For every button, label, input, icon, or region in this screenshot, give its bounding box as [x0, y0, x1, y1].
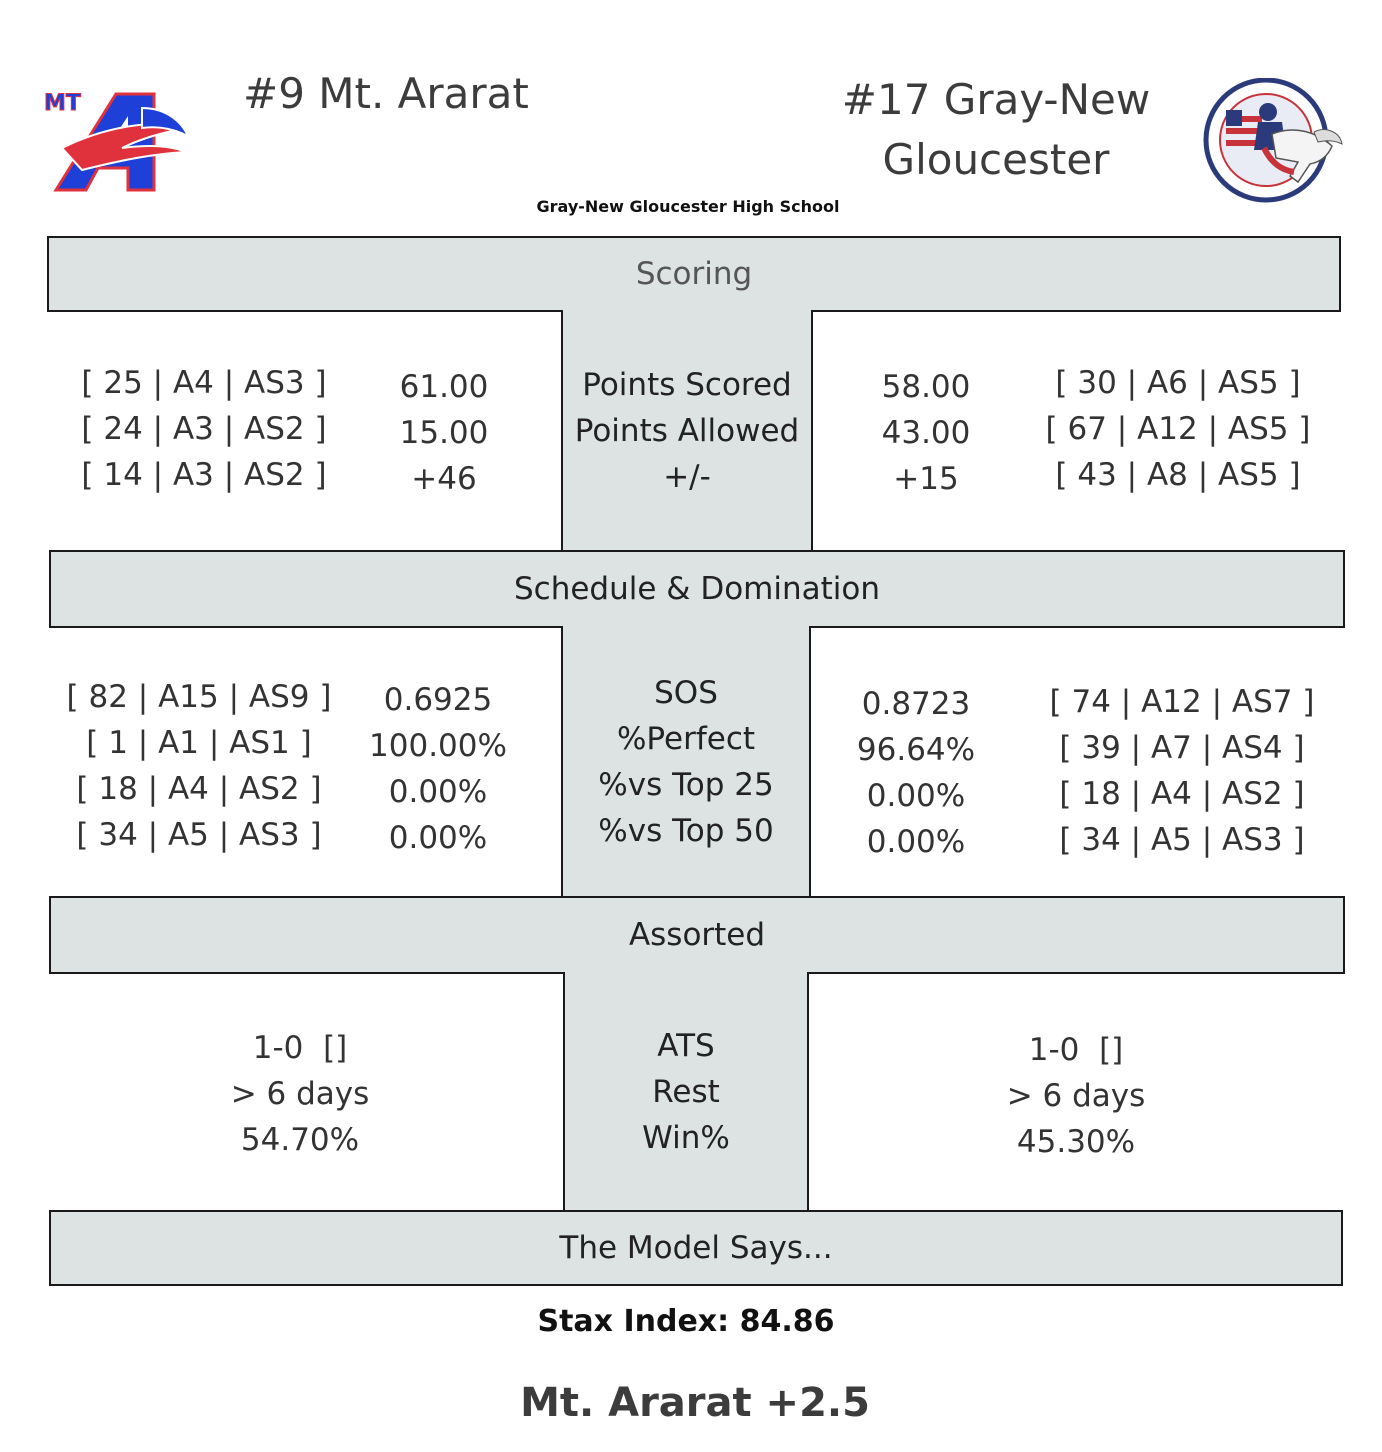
rank-value: [ 18 | A4 | AS2 ] — [76, 771, 322, 807]
scoring-header: Scoring — [47, 236, 1341, 312]
assorted-left-values — [180, 1025, 420, 1163]
rank-value: [ 34 | A5 | AS3 ] — [1059, 822, 1305, 858]
stat-value: 58.00 — [881, 369, 971, 405]
stat-value: > 6 days — [230, 1076, 370, 1112]
venue-label: Gray-New Gloucester High School — [536, 197, 840, 216]
left-team-name: #9 Mt. Ararat — [243, 69, 529, 118]
stat-value: 0.8723 — [861, 686, 971, 722]
schedule-right-ranks — [1044, 679, 1320, 863]
scoring-right-ranks — [1040, 360, 1316, 498]
rank-value: [ 43 | A8 | AS5 ] — [1055, 457, 1301, 493]
stat-value: > 6 days — [1006, 1078, 1146, 1114]
mt-ararat-logo — [42, 88, 190, 192]
stat-value: 0.00% — [866, 778, 966, 814]
stat-value: 0.00% — [388, 774, 488, 810]
stat-value: 43.00 — [881, 415, 971, 451]
stat-value: 0.00% — [866, 824, 966, 860]
rank-value: [ 39 | A7 | AS4 ] — [1059, 730, 1305, 766]
model-header: The Model Says... — [49, 1210, 1343, 1286]
stat-value: 0.6925 — [383, 682, 493, 718]
label-sos: SOS — [654, 675, 718, 711]
label-points-scored: Points Scored — [582, 367, 792, 403]
label-ats: ATS — [657, 1028, 715, 1064]
label-vs-top25: %vs Top 25 — [598, 767, 774, 803]
schedule-header: Schedule & Domination — [49, 550, 1345, 628]
rank-value: [ 82 | A15 | AS9 ] — [66, 679, 332, 715]
stat-value: 96.64% — [856, 732, 976, 768]
scoring-right-values — [846, 364, 1006, 502]
model-pick: Mt. Ararat +2.5 — [520, 1380, 870, 1426]
assorted-header: Assorted — [49, 896, 1345, 974]
label-plus-minus: +/- — [663, 459, 711, 495]
rank-value: [ 24 | A3 | AS2 ] — [81, 411, 327, 447]
rank-value: [ 34 | A5 | AS3 ] — [76, 817, 322, 853]
stat-value: 61.00 — [399, 369, 489, 405]
rank-value: [ 67 | A12 | AS5 ] — [1045, 411, 1311, 447]
stat-value: 1-0 [] — [1028, 1032, 1124, 1068]
stat-value: 100.00% — [369, 728, 507, 764]
stat-value: 0.00% — [388, 820, 488, 856]
label-win-pct: Win% — [642, 1120, 730, 1156]
rank-value: [ 74 | A12 | AS7 ] — [1049, 684, 1315, 720]
rank-value: [ 1 | A1 | AS1 ] — [86, 725, 312, 761]
label-perfect: %Perfect — [616, 721, 756, 757]
scoring-labels — [561, 310, 813, 552]
right-team-name-line1: #17 Gray-New — [841, 75, 1151, 124]
stax-index: Stax Index: 84.86 — [537, 1304, 835, 1339]
schedule-left-ranks — [64, 674, 334, 858]
stat-value: +15 — [893, 461, 959, 497]
stat-value: 45.30% — [1016, 1124, 1136, 1160]
scoring-left-ranks — [74, 360, 334, 498]
label-vs-top50: %vs Top 50 — [598, 813, 774, 849]
scoring-left-values — [364, 364, 524, 502]
right-team-name-line2: Gloucester — [882, 135, 1110, 184]
schedule-right-values — [826, 681, 1006, 865]
assorted-labels — [563, 972, 809, 1212]
rank-value: [ 14 | A3 | AS2 ] — [81, 457, 327, 493]
rank-value: [ 30 | A6 | AS5 ] — [1055, 365, 1301, 401]
stat-value: +46 — [411, 461, 477, 497]
schedule-left-values — [348, 677, 528, 861]
assorted-right-values — [956, 1027, 1196, 1165]
stat-value: 54.70% — [240, 1122, 360, 1158]
label-rest: Rest — [652, 1074, 720, 1110]
logo-text: MT — [44, 91, 81, 116]
stat-value: 15.00 — [399, 415, 489, 451]
rank-value: [ 18 | A4 | AS2 ] — [1059, 776, 1305, 812]
right-team-name — [820, 70, 1172, 190]
label-points-allowed: Points Allowed — [574, 413, 800, 449]
schedule-labels — [561, 626, 811, 898]
stat-value: 1-0 [] — [252, 1030, 348, 1066]
rank-value: [ 25 | A4 | AS3 ] — [81, 365, 327, 401]
gray-new-gloucester-logo — [1202, 78, 1344, 204]
